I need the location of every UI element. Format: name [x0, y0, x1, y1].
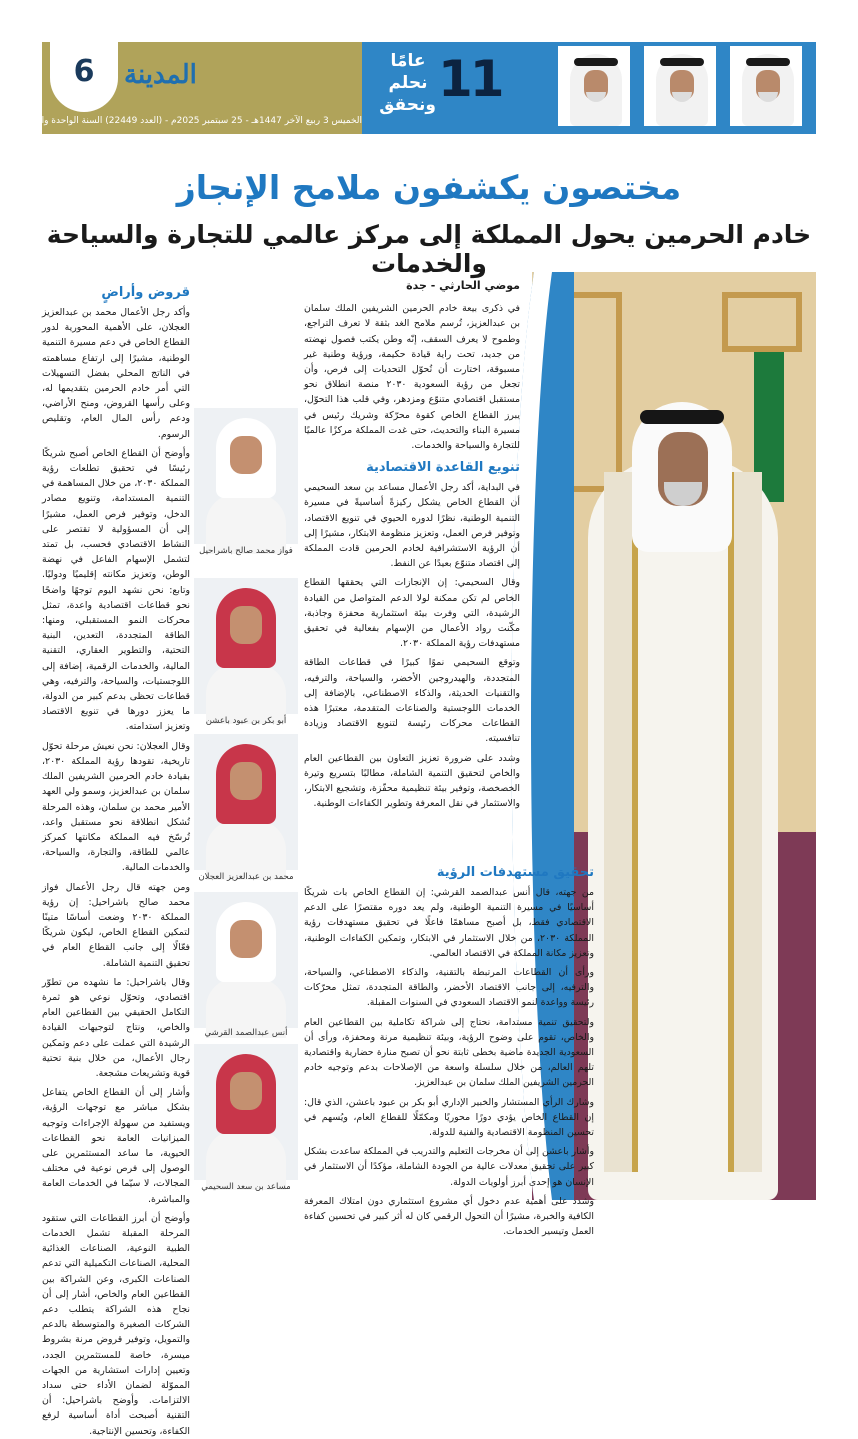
portrait-suhaimi [194, 1044, 298, 1180]
portrait-ajlan [194, 734, 298, 870]
page-number: 6 [73, 54, 95, 89]
paragraph: وأشار إلى أن القطاع الخاص يتفاعل بشكل مباشر مع توجهات الرؤية، ويستفيد من سهولة الإجراءات وتوجيه الميزانيات العامة نحو القطاعات الحيوية، ما ساعد المستثمرين على الوصول إلى فرص نوعية في مختلف المجالات، لا سيّما في الخدمات العامة والمباشرة. [42, 1087, 190, 1205]
article-title: مختصون يكشفون ملامح الإنجاز [176, 168, 682, 207]
paragraph: ورأى أن القطاعات المرتبطة بالتقنية، والذكاء الاصطناعي، والسياحة، والترفيه، إلى جانب الاقتصاد الأخضر، والطاقة المتجددة، تمثل محرّكات رئيسة وواعدة لنمو الاقتصاد السعودي في السنوات المقبلة. [304, 967, 594, 1009]
paragraph: وأوضح أن القطاع الخاص أصبح شريكًا رئيسًا في تحقيق تطلعات رؤية المملكة ٢٠٣٠، من خلال المساهمة في التنمية المستدامة، وتنويع مصادر الدخل، وتوفير فرص العمل، مشيرًا إلى أن المسؤولية لا تقتصر على النشاط الاقتصادي فحسب، بل تمتد لتشمل الإسهام الفاعل في نهضة الوطن، وتعزيز مكانته إقليميًا ودوليًا. وتابع: نحن نشهد اليوم توجهًا واضحًا نحو قطاعات اقتصادية واعدة، تمثل محركات النمو المستقبلي، ومنها: الطاقة المتجددة، التعدين، البنية التحتية، والتطوير العقاري، التقنية المالية، والخدمات الرقمية، إضافة إلى اللوجستيات، والسياحة، والترفيه، وهي قطاعات تحظى بدعم كبير من الدولة، ما يعزز دورها في تنويع الاقتصاد وتعزيز استدامته. [42, 447, 190, 733]
portrait-qurashi [194, 892, 298, 1028]
article-column-lower [304, 858, 594, 1238]
anniversary-slogan [380, 50, 436, 116]
paragraph: ومن جهته قال رجل الأعمال فواز محمد صالح باشراحيل: إن رؤية المملكة ٢٠٣٠ وضعت أساسًا متينًا لتمكين القطاع الخاص، ليكون شريكًا فعّالًا إلى جانب القطاع العام في تحقيق التنمية الشاملة. [42, 881, 190, 969]
paragraph: وقال السحيمي: إن الإنجازات التي يحققها القطاع الخاص لم تكن ممكنة لولا الدعم المتواصل من القيادة الرشيدة، التي وفرت بيئة استثمارية محفزة وجاذبة، مكّنت رواد الأعمال من الإسهام بفعالية في تحقيق مستهدفات رؤية المملكة ٢٠٣٠. [304, 577, 520, 650]
newspaper-page [12, 42, 816, 1437]
subhead: قروض وأراضٍ [101, 285, 190, 300]
anniversary-number: 11 [438, 50, 502, 108]
byline: موضي الحارثي - جدة [406, 279, 520, 292]
paragraph: في ذكرى بيعة خادم الحرمين الشريفين الملك سلمان بن عبدالعزيز، تُرسم ملامح الغد بثقة لا تعرف التراجع، وطموح لا يعرف السقف، إنّه وطن يكتب فصول نهضته من جديد، تحت راية قيادة حكيمة، ورؤية وطنية غير مسبوقة، اختارت أن تُحوّل التحديات إلى فرص، وأن تجعل من رؤية السعودية ٢٠٣٠ منصة انطلاق نحو مستقبل اقتصادي متنوّع ومزدهر، وفي قلب هذا التحوّل، يبرز القطاع الخاص كقوة محرّكة وشريك رئيس في مسيرة البناء والتحديث، حتى غدت المملكة مركزًا عالميًا للتجارة والسياحة والخدمات. [304, 303, 520, 452]
photo-caption: فواز محمد صالح باشراحيل [199, 546, 293, 556]
paragraph: في البداية، أكد رجل الأعمال مساعد بن سعد السحيمي أن القطاع الخاص يشكل ركيزةً أساسيةً في مسيرة التنمية الوطنية، نظرًا لدوره الحيوي في تنويع الاقتصاد، وتوفير فرص العمل، وتعزيز منظومة الابتكار، مشيرًا إلى أن الرؤية الاستشرافية لخادم الحرمين قادت المملكة إلى اقتصاد متنوّع بعيدًا عن النفط. [304, 482, 520, 570]
header-portrait [730, 46, 802, 126]
paragraph: ولتحقيق تنمية مستدامة، نحتاج إلى شراكة تكاملية بين القطاعين العام والخاص، تقوم على وضوح الرؤية، وبيئة تنظيمية مرنة ومحفزة، ورأى أن السعودية الجديدة ماضية بخطى ثابتة نحو أن تصبح منارة حضارية واقتصادية تلهم العالم، من خلال سلسلة واسعة من الإصلاحات بدعم وتوجيه خادم الحرمين الشريفين الملك سلمان بن عبدالعزيز. [304, 1016, 594, 1089]
photo-caption: مساعد بن سعد السحيمي [201, 1182, 291, 1192]
portrait-bashrahil [194, 408, 298, 544]
photo-caption: أبو بكر بن عبود باعشن [205, 716, 287, 726]
paragraph: وقال باشراحيل: ما نشهده من تطوّر اقتصادي، وتحوّل نوعي هو ثمرة التكامل الحقيقي بين القطاعين العام والخاص، ونتاج لتوجيهات القيادة الرشيدة التي عملت على دعم وتمكين رجال الأعمال، من خلال بنية تحتية قوية وتشريعات مشجعة. [42, 976, 190, 1079]
paragraph: وشارك الرأي المستشار والخبير الإداري أبو بكر بن عبود باعشن، الذي قال: إن القطاع الخاص يؤدي دورًا محوريًا ومكمّلًا للقطاع العام، ويُسهم في تحسين المنظومة الاقتصادية والفنية للدولة. [304, 1096, 594, 1139]
subhead: تنويع القاعدة الاقتصادية [366, 460, 520, 476]
paragraph: وشدد على أهمية عدم دخول أي مشروع استثماري دون امتلاك المعرفة الكافية والخبرة، مشيرًا أن التحول الرقمي كان له أثر كبير في تحسين كفاءة العمل وتيسير الخدمات. [304, 1195, 594, 1238]
paragraph: وأوضح أن أبرز القطاعات التي ستقود المرحلة المقبلة تشمل الخدمات الطبية النوعية، الصناعات الغذائية المحلية، الصناعات التكميلية التي تدعم الصناعات الكبرى، وعن الشراكة بين القطاعين العام والخاص، أشار إلى أن نجاح هذه الشراكة يتطلب دعم الشركات الصغيرة والمتوسطة بالدعم والتمويل، وتوفير قروض مرنة بشروط ميسرة، خاصة للمستثمرين الجدد، وتعيين إدارات استشارية من الجهات المموّلة لضمان الأداء حتى سداد الالتزامات. وأوضح باشراحيل: أن التقنية أصبحت أداة أساسية لرفع الكفاءة، وتحسين الإنتاجية. [42, 1212, 190, 1437]
paragraph: وأكد رجل الأعمال محمد بن عبدالعزيز العجلان، على الأهمية المحورية لدور القطاع الخاص في دعم مسيرة التنمية الوطنية، مشيرًا إلى ارتفاع مساهمته في الناتج المحلي بفضل التسهيلات التي أمر خادم الحرمين بتقديمها له، وعلى رأسها القروض، ومنح الأراضي، ودعم رأس المال العام، وتقليص الرسوم. [42, 307, 190, 440]
article-column-right [304, 278, 520, 838]
article-column-left [42, 278, 190, 1437]
dateline: الخميس 3 ربيع الآخر 1447هـ - 25 سبتمبر 2025م - (العدد 22449) السنة الواحدة والتسعون [12, 116, 362, 126]
article-subtitle: خادم الحرمين يحول المملكة إلى مركز عالمي للتجارة والسياحة والخدمات [46, 220, 812, 278]
slogan-word: ونحقق [379, 95, 436, 115]
photo-caption: أنس عبدالصمد القرشي [204, 1028, 288, 1038]
subhead: تحقيق مستهدفات الرؤية [436, 865, 594, 880]
paragraph: وقال العجلان: نحن نعيش مرحلة تحوّل تاريخية، تقودها رؤية المملكة ٢٠٣٠، بقيادة خادم الحرمين الشريفين الملك سلمان بن عبدالعزيز، وسمو ولي العهد الأمير محمد بن سلمان، وهذه المرحلة تُشكل انطلاقة نحو مستقبل واعد، تُرسّخ فيه المملكة مكانتها كمركز عالمي للطاقة، والتجارة، والسياحة، والخدمات المالية. [42, 740, 190, 874]
slogan-word: نحلم [388, 73, 428, 93]
paragraph: وشدد على ضرورة تعزيز التعاون بين القطاعين العام والخاص لتحقيق التنمية الشاملة، مطالبًا بتسريع وتيرة الخصخصة، وتوفير بيئة تنظيمية محفّزة، وتشجيع الابتكار، والاستثمار في نقل المعرفة وتطوير الكفاءات الوطنية. [304, 752, 520, 810]
portrait-baashin [194, 578, 298, 714]
paragraph: وتوقع السحيمي نموًا كبيرًا في قطاعات الطاقة المتجددة، والهيدروجين الأخضر، والسياحة، والترفيه، والتقنيات الحديثة، والذكاء الاصطناعي، بالإضافة إلى الخدمات اللوجستية والصناعات المتقدمة، معتبرًا هذه القطاعات محركات رئيسة لتنويع الاقتصاد وزيادة تنافسيته. [304, 657, 520, 745]
photo-caption: محمد بن عبدالعزيز العجلان [198, 872, 294, 882]
header-portrait [558, 46, 630, 126]
paragraph: وأشار باعشن إلى أن مخرجات التعليم والتدريب في المملكة ساعدت بشكل كبير على تحقيق معدلات عالية من الجودة الشاملة، مؤكدًا أن الاستثمار في الإنسان هو إحدى أبرز أولويات الدولة. [304, 1146, 594, 1188]
header-portrait [644, 46, 716, 126]
paragraph: من جهته، قال أنس عبدالصمد القرشي: إن القطاع الخاص بات شريكًا أساسيًا في مسيرة التنمية الوطنية، ولم يعد دوره مقتصرًا على الدعم الاقتصادي فقط، بل أصبح مساهمًا فاعلًا في تحقيق مستهدفات رؤية المملكة ٢٠٣٠، من خلال الاستثمار في الابتكار، وتمكين الكفاءات الوطنية، وتعزيز مكانة المملكة في الاقتصاد العالمي. [304, 887, 594, 959]
newspaper-logo: المدينة [124, 60, 197, 90]
slogan-word: عامًا [390, 51, 426, 71]
